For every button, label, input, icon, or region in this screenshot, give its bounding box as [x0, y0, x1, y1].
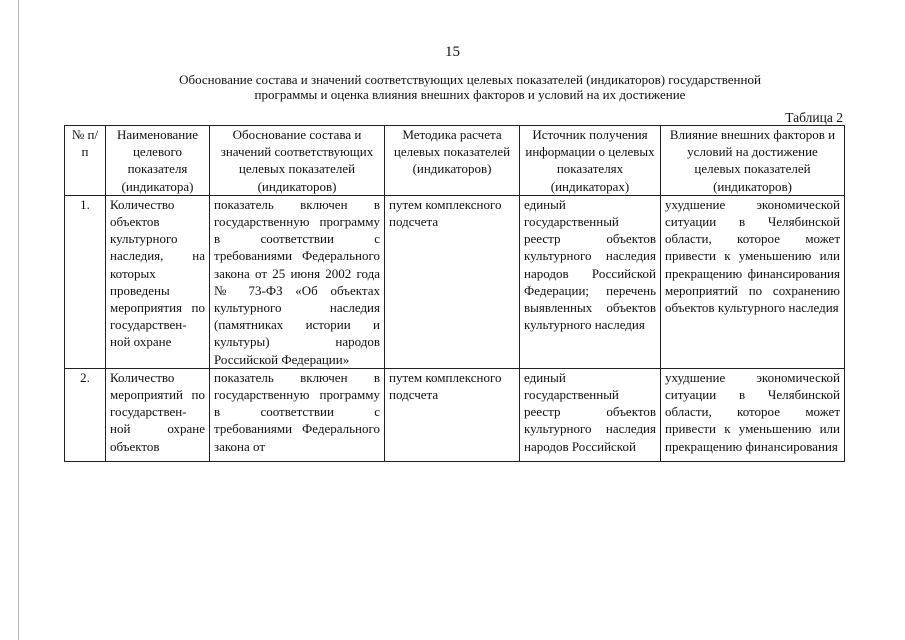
- external-factors-influence: [661, 368, 845, 461]
- header-calculation-method: Методика расчета целевых показателей (индикаторов): [385, 126, 520, 196]
- indicators-table: [64, 125, 845, 462]
- indicator-name-text: Количество мероприятий по государствен-ной охране объектов: [110, 369, 205, 454]
- header-justification: Обоснование состава и значений соответствующих целевых показателей (индикаторов): [210, 126, 385, 196]
- caption-line-1: Обоснование состава и значений соответствующих целевых показателей (индикаторов) государственной: [179, 72, 761, 87]
- header-external-factors: Влияние внешних факторов и условий на достижение целевых показателей (индикаторов): [661, 126, 845, 196]
- indicator-justification: [210, 368, 385, 461]
- table-row: [65, 368, 845, 461]
- indicator-name: Количество объектов культурного наследия, на которых проведены мероприятия по государствен-ной охране: [106, 195, 210, 368]
- information-source: [520, 368, 661, 461]
- table-row: [65, 195, 845, 368]
- table-caption: [120, 72, 820, 102]
- header-information-source: Источник получения информации о целевых показателях (индикаторах): [520, 126, 661, 196]
- page-number: 15: [445, 44, 460, 60]
- calculation-method: [385, 368, 520, 461]
- header-indicator-name: Наименование целевого показателя (индикатора): [106, 126, 210, 196]
- indicator-justification-text: показатель включен в государственную программу в соответствии с требованиями Федерального закона от: [214, 369, 380, 454]
- indicator-name: [106, 368, 210, 461]
- row-number: [65, 368, 106, 461]
- caption-line-2: программы и оценка влияния внешних факторов и условий на их достижение: [254, 87, 686, 102]
- table-label: Таблица 2: [785, 110, 843, 125]
- external-factors-influence-text: ухудшение экономической ситуации в Челябинской области, которое может привести к уменьшению или прекращению финансирования: [665, 369, 840, 454]
- header-num: № п/п: [65, 126, 106, 196]
- row-number-text: 2.: [80, 369, 90, 385]
- indicator-justification: показатель включен в государственную программу в соответствии с требованиями Федерального закона от 25 июня 2002 года № 73-ФЗ «Об объектах культурного наследия (памятниках истории и культуры) народов Российской Федерации»: [210, 195, 385, 368]
- page-edge: [18, 0, 19, 640]
- calculation-method-text: путем комплексного подсчета: [389, 369, 502, 403]
- information-source-text: единый государственный реестр объектов культурного наследия народов Российской: [524, 369, 656, 454]
- table-header-row: [65, 126, 845, 196]
- information-source: единый государственный реестр объектов культурного наследия народов Российской Федерации; перечень выявленных объектов культурного наследия: [520, 195, 661, 368]
- row-number: 1.: [65, 195, 106, 368]
- external-factors-influence: ухудшение экономической ситуации в Челябинской области, которое может привести к уменьшению или прекращению финансирования мероприятий по сохранению объектов культурного наследия: [661, 195, 845, 368]
- calculation-method: путем комплексного подсчета: [385, 195, 520, 368]
